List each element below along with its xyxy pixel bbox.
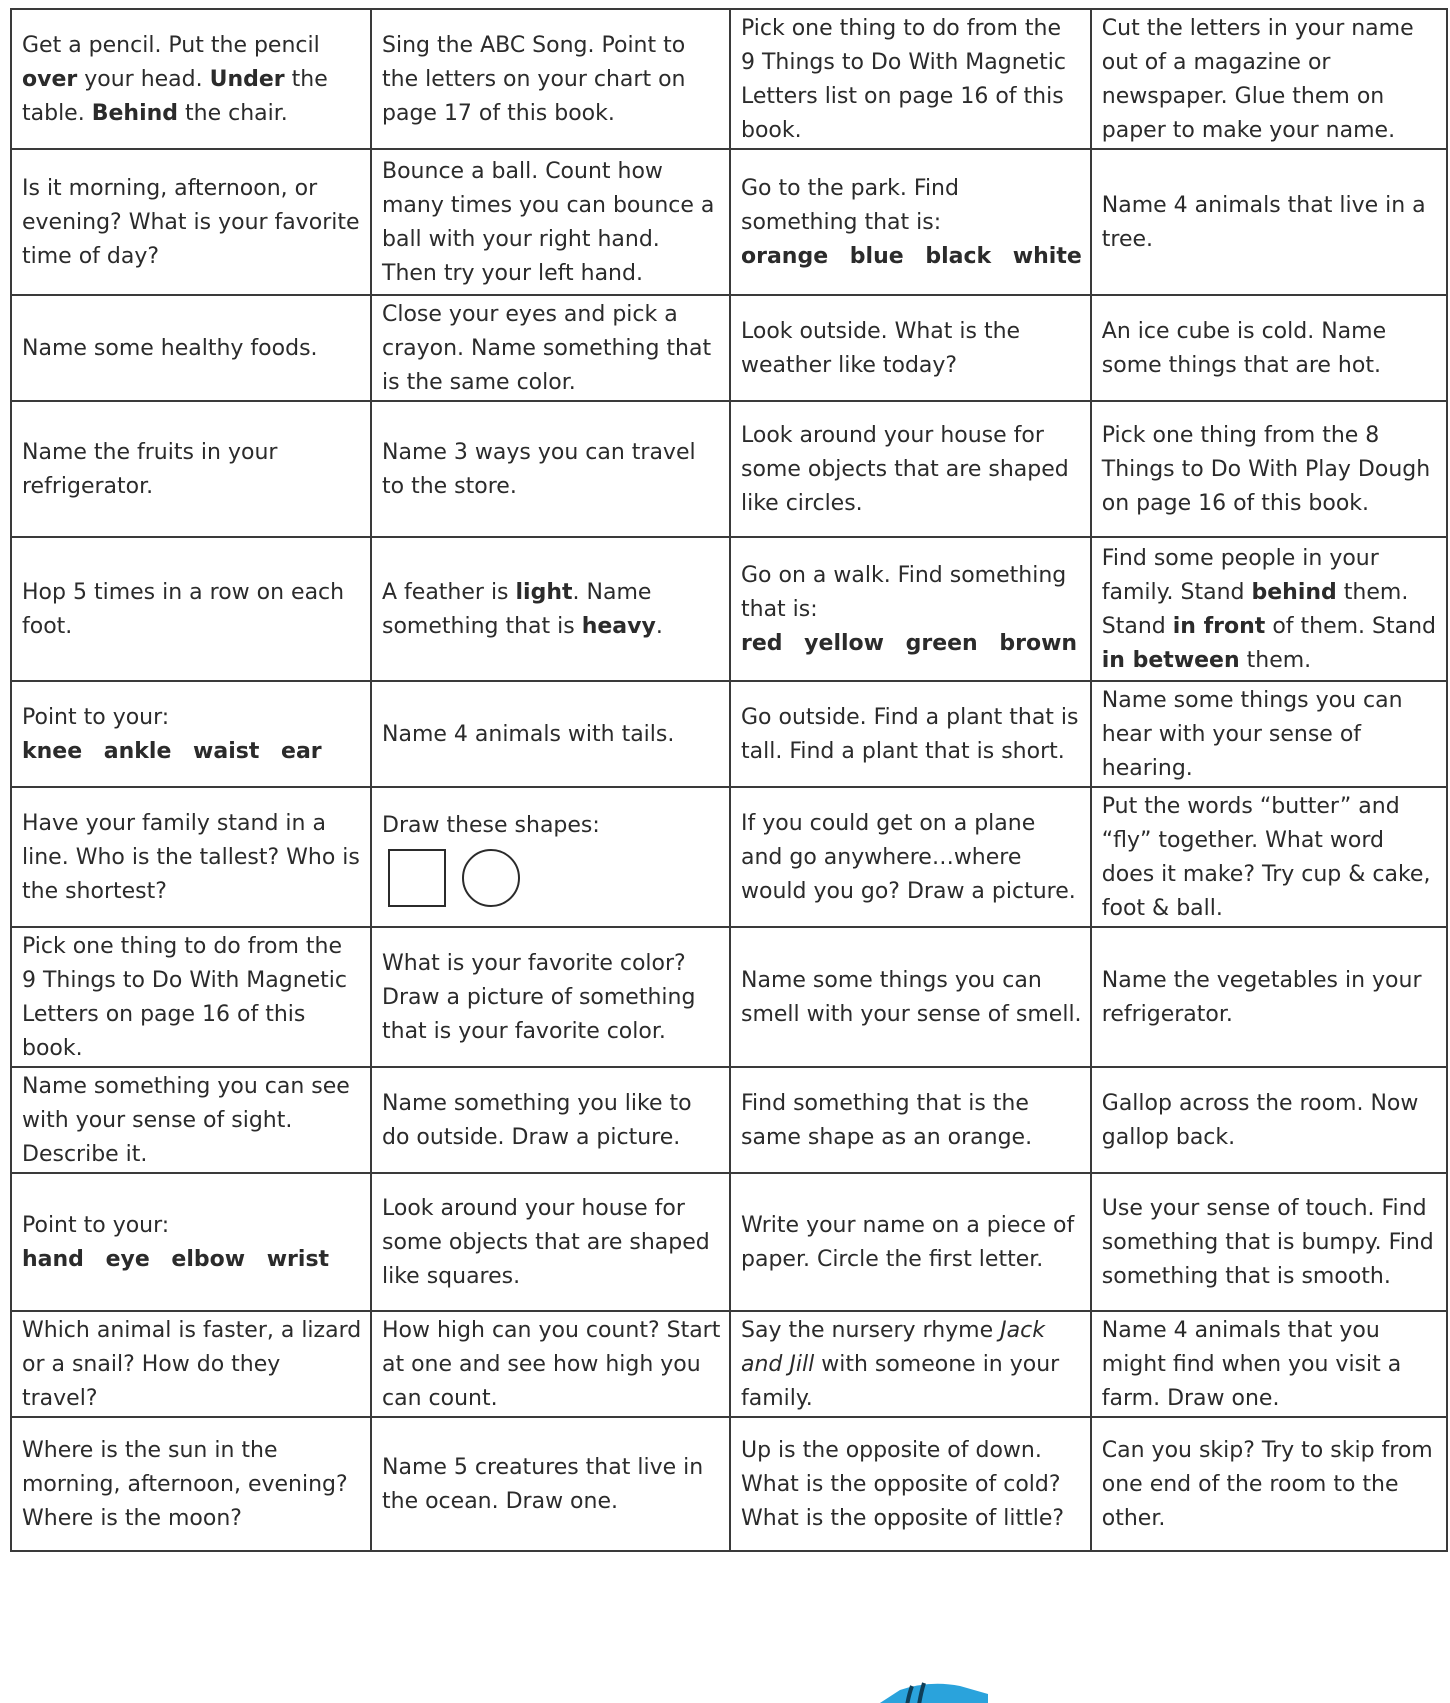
text-segment: Pick one thing to do from the 9 Things to Do With Magnetic Letters list on page 16 of this book. [741,16,1067,143]
activity-cell [371,537,730,681]
text-segment: Name the vegetables in your refrigerator. [1101,968,1422,1027]
grid-row [11,1311,1447,1417]
activity-text [382,576,721,644]
blue-crayon-icon [860,1672,990,1703]
activity-text [22,576,362,644]
text-segment: Name 4 animals that you might find when you visit a farm. Draw one. [1101,1318,1402,1411]
text-segment: Is it morning, afternoon, or evening? What is your favorite time of day? [22,176,360,269]
activity-cell [730,401,1091,537]
circle-shape-icon [462,849,520,907]
activity-text [1102,1087,1438,1155]
activity-cell [11,537,371,681]
text-segment: Which animal is faster, a lizard or a snail? How do they travel? [22,1318,362,1411]
activity-cell [371,9,730,149]
square-shape-icon [388,849,446,907]
activity-cell [730,681,1091,787]
activity-cell [1091,401,1447,537]
activity-cell [730,1417,1091,1551]
text-segment: Sing the ABC Song. Point to the letters on your chart on page 17 of this book. [382,33,686,126]
text-segment: Say the nursery rhyme [741,1318,1001,1343]
grid-row [11,1173,1447,1311]
text-segment: Name something you like to do outside. Draw a picture. [382,1091,692,1150]
activity-grid [10,8,1448,1552]
text-segment: Name some healthy foods. [22,336,318,361]
activity-cell [1091,787,1447,927]
activity-text [741,964,1082,1032]
activity-text [382,298,721,400]
activity-text [382,155,721,291]
activity-text [1102,1314,1438,1416]
activity-cell [730,1067,1091,1173]
activity-cell [730,149,1091,295]
activity-text [741,1209,1082,1277]
grid-row [11,1417,1447,1551]
text-segment: Look around your house for some objects that are shaped like squares. [382,1196,710,1289]
activity-cell [1091,537,1447,681]
text-segment: Up is the opposite of down. What is the opposite of cold? What is the opposite of little? [741,1438,1065,1531]
text-segment: Name something you can see with your sense of sight. Describe it. [22,1074,350,1167]
text-segment: A feather is [382,580,516,605]
text-segment: Where is the sun in the morning, afternoon, evening? Where is the moon? [22,1438,348,1531]
activity-cell [11,1173,371,1311]
grid-row [11,787,1447,927]
text-segment: them. Stand [1101,580,1409,639]
activity-cell [11,149,371,295]
activity-cell [730,1311,1091,1417]
activity-cell [11,401,371,537]
activity-cell [730,787,1091,927]
text-segment: them. [1239,648,1312,673]
activity-text [382,1192,721,1294]
activity-text [1102,542,1438,678]
activity-text [22,930,362,1066]
text-segment: the chair. [178,101,288,126]
activity-text [1102,189,1438,257]
activity-cell [730,295,1091,401]
activity-text [382,809,721,907]
text-segment: Name 4 animals that live in a tree. [1101,193,1426,252]
bold-word-list: knee ankle waist ear [22,739,322,764]
activity-text [1102,12,1438,148]
activity-cell [1091,1067,1447,1173]
activity-cell [371,149,730,295]
activity-cell [371,927,730,1067]
activity-cell [371,787,730,927]
activity-cell [371,1311,730,1417]
activity-text [22,1209,362,1277]
text-segment: Name 4 animals with tails. [382,722,675,747]
text-segment: Name 5 creatures that live in the ocean. Draw one. [382,1455,704,1514]
grid-row [11,927,1447,1067]
bold-word-list: hand eye elbow wrist [22,1247,330,1272]
grid-row [11,149,1447,295]
text-segment: Name some things you can smell with your sense of smell. [741,968,1082,1027]
activity-text [22,436,362,504]
activity-cell [11,681,371,787]
text-segment: Write your name on a piece of paper. Circle the first letter. [741,1213,1075,1272]
activity-text [741,1087,1082,1155]
activity-text [382,1087,721,1155]
activity-text [741,807,1082,909]
text-segment: Go outside. Find a plant that is tall. Find a plant that is short. [741,705,1079,764]
activity-cell [371,295,730,401]
activity-text [1102,315,1438,383]
bold-keyword: light [515,580,573,605]
activity-cell [371,401,730,537]
activity-text [382,947,721,1049]
text-segment: . Name something that is [382,580,652,639]
grid-row [11,537,1447,681]
activity-cell [371,681,730,787]
activity-cell [1091,681,1447,787]
grid-row [11,681,1447,787]
activity-cell [1091,1417,1447,1551]
bold-keyword: Behind [91,101,179,126]
activity-cell [371,1417,730,1551]
text-segment: Find some people in your family. Stand [1101,546,1379,605]
grid-row [11,295,1447,401]
activity-text [741,315,1082,383]
text-segment: the table. [22,67,328,126]
activity-cell [11,9,371,149]
bold-keyword: heavy [581,614,656,639]
activity-text [382,1314,721,1416]
italic-title: Jack and Jill [741,1318,1045,1377]
activity-text [1102,1434,1438,1536]
bold-keyword: in between [1101,648,1240,673]
activity-text [22,701,362,769]
bold-word-list: orange blue black white [741,244,1082,269]
activity-cell [1091,1173,1447,1311]
activity-cell [11,787,371,927]
bold-keyword: Under [209,67,285,92]
activity-text [741,419,1082,521]
grid-row [11,401,1447,537]
activity-text [741,1314,1082,1416]
text-segment: Go to the park. Find something that is: [741,176,959,235]
activity-cell [1091,1311,1447,1417]
shapes-drawing [388,849,721,907]
activity-cell [730,9,1091,149]
text-segment: Close your eyes and pick a crayon. Name something that is the same color. [382,302,712,395]
text-segment: . [655,614,663,639]
text-segment: Draw these shapes: [382,813,600,838]
text-segment: Name 3 ways you can travel to the store. [382,440,696,499]
text-segment: Gallop across the room. Now gallop back. [1101,1091,1419,1150]
activity-cell [1091,9,1447,149]
activity-cell [371,1067,730,1173]
text-segment: Use your sense of touch. Find something that is bumpy. Find something that is smooth. [1101,1196,1434,1289]
activity-text [382,1451,721,1519]
text-segment: Pick one thing to do from the 9 Things to Do With Magnetic Letters on page 16 of this book. [22,934,348,1061]
activity-text [1102,790,1438,926]
text-segment: of them. Stand [1265,614,1437,639]
activity-text [22,1070,362,1172]
activity-cell [1091,149,1447,295]
text-segment: Look outside. What is the weather like today? [741,319,1021,378]
bold-keyword: in front [1172,614,1266,639]
activity-cell [11,1417,371,1551]
activity-grid-body [11,9,1447,1551]
text-segment: Point to your: [22,705,170,730]
text-segment: Bounce a ball. Count how many times you can bounce a ball with your right hand. Then try your left hand. [382,159,715,286]
text-segment: Have your family stand in a line. Who is the tallest? Who is the shortest? [22,811,360,904]
text-segment: with someone in your family. [741,1352,1060,1411]
activity-text [741,172,1082,274]
activity-text [382,29,721,131]
activity-text [382,718,721,752]
activity-cell [730,927,1091,1067]
text-segment: An ice cube is cold. Name some things that are hot. [1101,319,1387,378]
grid-row [11,9,1447,149]
activity-text [1102,1192,1438,1294]
text-segment: How high can you count? Start at one and see how high you can count. [382,1318,721,1411]
text-segment: Name some things you can hear with your sense of hearing. [1101,688,1403,781]
activity-text [741,701,1082,769]
bold-word-list: red yellow green brown [741,631,1078,656]
text-segment: Find something that is the same shape as an orange. [741,1091,1033,1150]
activity-text [1102,419,1438,521]
activity-cell [1091,295,1447,401]
activity-text [741,559,1082,661]
activity-text [22,807,362,909]
activity-text [741,12,1082,148]
activity-cell [730,1173,1091,1311]
activity-cell [11,1067,371,1173]
activity-text [1102,684,1438,786]
text-segment: What is your favorite color? Draw a picture of something that is your favorite color. [382,951,696,1044]
activity-cell [11,1311,371,1417]
activity-cell [1091,927,1447,1067]
activity-text [1102,964,1438,1032]
text-segment: If you could get on a plane and go anywhere…where would you go? Draw a picture. [741,811,1076,904]
grid-row [11,1067,1447,1173]
activity-text [22,1434,362,1536]
activity-cell [371,1173,730,1311]
activity-text [22,1314,362,1416]
activity-text [22,332,362,366]
text-segment: Can you skip? Try to skip from one end of the room to the other. [1101,1438,1433,1531]
text-segment: Put the words “butter” and “fly” together. What word does it make? Try cup & cake, foot & ball. [1101,794,1431,921]
text-segment: Point to your: [22,1213,170,1238]
activity-cell [11,295,371,401]
bold-keyword: behind [1251,580,1337,605]
activity-text [741,1434,1082,1536]
activity-text [382,436,721,504]
text-segment: your head. [77,67,210,92]
activity-text [22,29,362,131]
text-segment: Hop 5 times in a row on each foot. [22,580,345,639]
activity-cell [11,927,371,1067]
activity-text [22,172,362,274]
text-segment: Get a pencil. Put the pencil [22,33,320,58]
text-segment: Cut the letters in your name out of a magazine or newspaper. Glue them on paper to make your name. [1101,16,1414,143]
text-segment: Pick one thing from the 8 Things to Do With Play Dough on page 16 of this book. [1101,423,1431,516]
text-segment: Look around your house for some objects that are shaped like circles. [741,423,1069,516]
activity-cell [730,537,1091,681]
text-segment: Name the fruits in your refrigerator. [22,440,278,499]
text-segment: Go on a walk. Find something that is: [741,563,1067,622]
bold-keyword: over [22,67,78,92]
